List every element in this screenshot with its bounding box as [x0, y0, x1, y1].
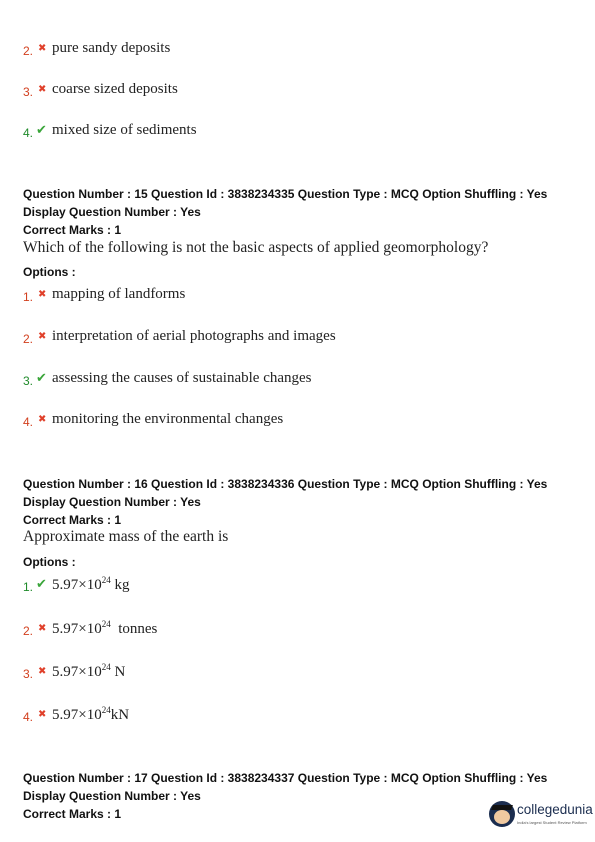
- exponent: 24: [101, 574, 111, 585]
- option-text: monitoring the environmental changes: [52, 410, 284, 427]
- cross-icon: ✖: [38, 622, 47, 634]
- exponent: 24: [101, 704, 111, 715]
- q15-meta: [23, 185, 583, 239]
- mantissa: 5.97×10: [52, 706, 102, 723]
- option-text: coarse sized deposits: [52, 80, 178, 97]
- cross-icon: ✖: [38, 330, 47, 342]
- q14-option-4: [23, 119, 197, 141]
- option-number: 4.: [23, 710, 34, 724]
- display-question-number: Display Question Number : Yes: [23, 789, 201, 803]
- option-number: 3.: [23, 85, 34, 99]
- q15-option-4: [23, 408, 283, 430]
- q14-option-2: [23, 37, 170, 59]
- checkmark-icon: ✔: [36, 576, 47, 591]
- option-text: [52, 705, 129, 724]
- collegedunia-logo: [489, 799, 593, 831]
- cross-icon: ✖: [38, 42, 47, 54]
- option-text: pure sandy deposits: [52, 39, 171, 56]
- option-text: mixed size of sediments: [52, 121, 197, 138]
- options-label: Options :: [23, 555, 76, 569]
- q15-option-2: [23, 325, 336, 347]
- option-text: [52, 619, 157, 638]
- unit: kg: [114, 576, 130, 593]
- option-number: 3.: [23, 374, 34, 388]
- unit: tonnes: [118, 620, 158, 637]
- unit: N: [114, 663, 126, 680]
- option-text: assessing the causes of sustainable changes: [52, 369, 312, 386]
- cross-icon: ✖: [38, 83, 47, 95]
- option-number: 3.: [23, 667, 34, 681]
- correct-marks: Correct Marks : 1: [23, 513, 122, 527]
- option-number: 4.: [23, 415, 34, 429]
- q16-meta: [23, 475, 583, 529]
- exponent: 24: [101, 661, 111, 672]
- cross-icon: ✖: [38, 665, 47, 677]
- mantissa: 5.97×10: [52, 620, 102, 637]
- options-label: Options :: [23, 265, 76, 279]
- option-text: mapping of landforms: [52, 285, 186, 302]
- q15-question-text: Which of the following is not the basic aspects of applied geomorphology?: [23, 239, 489, 256]
- q14-option-3: [23, 78, 178, 100]
- option-number: 2.: [23, 332, 34, 346]
- correct-marks: Correct Marks : 1: [23, 807, 122, 821]
- question-meta-line: Question Number : 16 Question Id : 3838234336 Question Type : MCQ Option Shuffling : Yes: [23, 477, 548, 491]
- option-text: interpretation of aerial photographs and images: [52, 327, 336, 344]
- option-number: 2.: [23, 44, 34, 58]
- option-number: 1.: [23, 580, 34, 594]
- unit: kN: [110, 706, 130, 723]
- checkmark-icon: ✔: [36, 370, 47, 385]
- q16-option-1: [23, 573, 129, 595]
- option-number: 1.: [23, 290, 34, 304]
- mantissa: 5.97×10: [52, 576, 102, 593]
- option-number: 2.: [23, 624, 34, 638]
- option-number: 4.: [23, 126, 34, 140]
- question-meta-line: Question Number : 17 Question Id : 3838234337 Question Type : MCQ Option Shuffling : Yes: [23, 771, 548, 785]
- option-text: [52, 575, 129, 594]
- checkmark-icon: ✔: [36, 122, 47, 137]
- correct-marks: Correct Marks : 1: [23, 223, 122, 237]
- question-meta-line: Question Number : 15 Question Id : 3838234335 Question Type : MCQ Option Shuffling : Yes: [23, 187, 548, 201]
- q16-option-3: [23, 660, 125, 682]
- cross-icon: ✖: [38, 413, 47, 425]
- logo-tagline: India's largest Student Review Platform: [517, 820, 587, 825]
- display-question-number: Display Question Number : Yes: [23, 205, 201, 219]
- cross-icon: ✖: [38, 708, 47, 720]
- q16-option-4: [23, 703, 129, 725]
- q16-option-2: [23, 617, 157, 639]
- q16-question-text: Approximate mass of the earth is: [23, 528, 229, 545]
- mantissa: 5.97×10: [52, 663, 102, 680]
- option-text: [52, 662, 125, 681]
- logo-wordmark: collegedunia: [517, 802, 593, 817]
- exponent: 24: [101, 618, 111, 629]
- display-question-number: Display Question Number : Yes: [23, 495, 201, 509]
- mascot-icon: [489, 801, 515, 827]
- cross-icon: ✖: [38, 288, 47, 300]
- q15-option-3: [23, 367, 312, 389]
- q15-option-1: [23, 283, 185, 305]
